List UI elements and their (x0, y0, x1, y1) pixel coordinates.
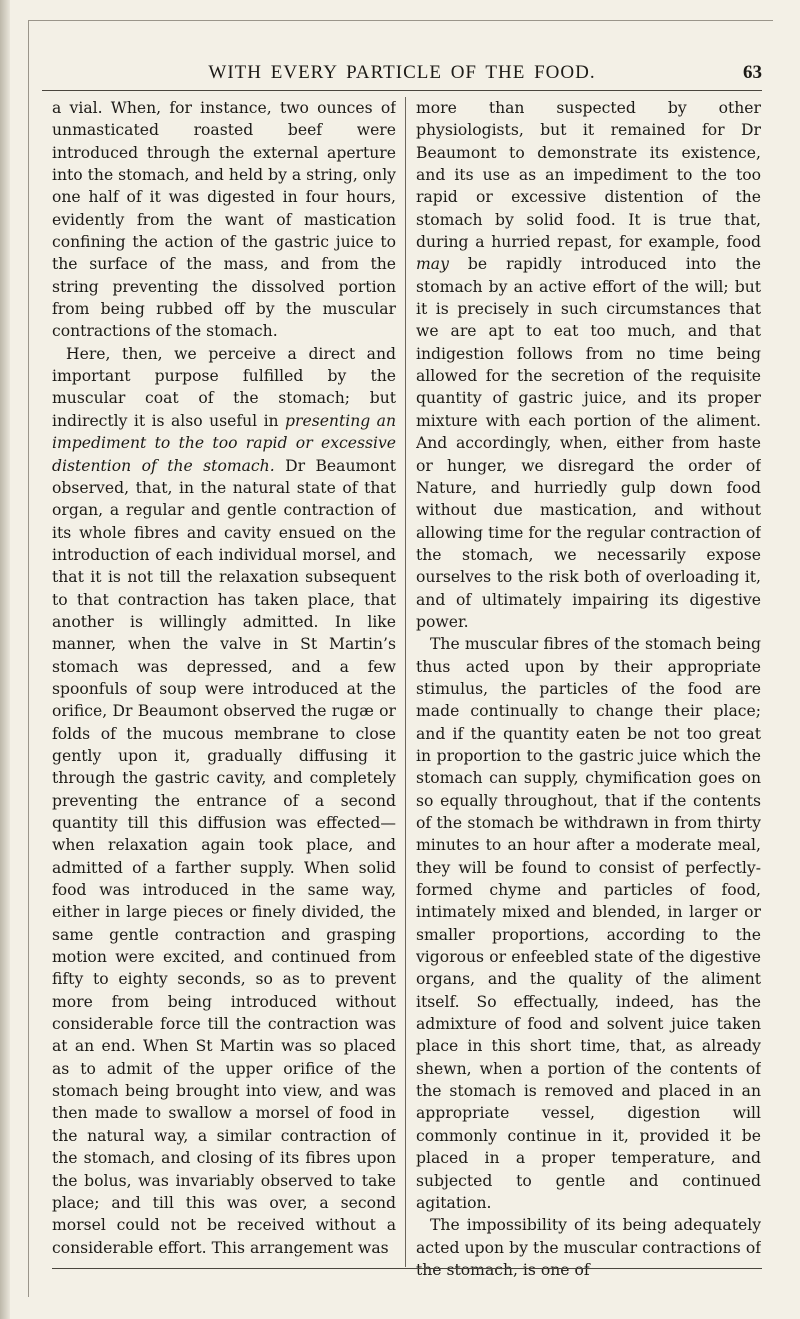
paragraph-text: more than suspected by other physiologists, but it remained for Dr Beaumont to demonstrate its existence, and its use as an impediment to the too rapid or excessive distention of the stomach by solid food. It is true that, during a hurried repast, for example, food (416, 99, 761, 252)
left-paragraph-2 (52, 343, 396, 1259)
left-column (52, 97, 396, 1287)
right-column (416, 97, 761, 1287)
paragraph-text: Here, then, we perceive a direct and important purpose fulfilled by the muscular coat of the stomach; but indirectly it is also useful in (52, 344, 396, 430)
page-number: 63 (743, 62, 762, 83)
italic-phrase: presenting an impediment to the too rapid or excessive distention of the stomach. (52, 411, 396, 475)
right-paragraph-2: The muscular fibres of the stomach being thus acted upon by their appropriate stimulus, the particles of the food are made continually to change their place; and if the quantity eaten be not too great in proportion to the gastric juice which the stomach can supply, chymification goes on so equally throughout, that if the contents of the stomach be withdrawn in from thirty minutes to an hour after a moderate meal, they will be found to consist of perfectly-formed chyme and particles of food, intimately mixed and blended, in larger or smaller proportions, according to the vigorous or enfeebled state of the digestive organs, and the quality of the aliment itself. So effectually, indeed, has the admixture of food and solvent juice taken place in this short time, that, as already shewn, when a portion of the contents of the stomach is removed and placed in an appropriate vessel, digestion will commonly continue in it, provided it be placed in a proper temperature, and subjected to gentle and continued agitation. (416, 635, 761, 1212)
right-paragraph-1 (416, 97, 761, 633)
paragraph-text: be rapidly introduced into the stomach by an active effort of the will; but it is precisely in such circumstances that we are apt to eat too much, and that indigestion follows from no time being allowed for the secretion of the requisite quantity of gastric juice, and its proper mixture with each portion of the aliment. And accordingly, when, either from haste or hunger, we disregard the order of Nature, and hurriedly gulp down food without due mastication, and without allowing time for the regular contraction of the stomach, we necessarily expose ourselves to the risk both of overloading it, and of ultimately impairing its digestive power. (416, 255, 761, 631)
left-paragraph-1: a vial. When, for instance, two ounces of unmasticated roasted beef were introduced through the external aperture into the stomach, and held by a string, only one half of it was digested in four hours, evidently from the want of mastication confining the action of the gastric juice to the surface of the mass, and from the string preventing the dissolved portion from being rubbed off by the muscular contractions of the stomach. (52, 99, 396, 341)
column-divider (405, 97, 406, 1267)
right-paragraph-3: The impossibility of its being adequately acted upon by the muscular contractions of the stomach, is one of (416, 1216, 761, 1279)
italic-word: may (416, 255, 449, 274)
page-edge (0, 0, 10, 1319)
bottom-rule (52, 1268, 762, 1269)
header-rule (42, 90, 762, 91)
running-head: WITH EVERY PARTICLE OF THE FOOD. (208, 62, 596, 83)
page-header (42, 62, 762, 88)
paragraph-text: Dr Beaumont observed, that, in the natural state of that organ, a regular and gentle contraction of its whole fibres and cavity ensued on the introduction of each individual morsel, and that it is not till the relaxation subsequent to that contraction has taken place, that another is willingly admitted. In like manner, when the valve in St Martin’s stomach was depressed, and a few spoonfuls of soup were introduced at the orifice, Dr Beaumont observed the rugæ or folds of the mucous membrane to close gently upon it, gradually diffusing it through the gastric cavity, and completely preventing the entrance of a second quantity till this diffusion was effected—when relaxation again took place, and admitted of a farther supply. When solid food was introduced in the same way, either in large pieces or finely divided, the same gentle contraction and grasping motion were excited, and continued from fifty to eighty seconds, so as to prevent more from being introduced without considerable force till the contraction was at an end. When St Martin was so placed as to admit of the upper orifice of the stomach being brought into view, and was then made to swallow a morsel of food in the natural way, a similar contraction of the stomach, and closing of its fibres upon the bolus, was invariably observed to take place; and till this was over, a second morsel could not be received without a considerable effort. This arrangement was (52, 456, 396, 1257)
